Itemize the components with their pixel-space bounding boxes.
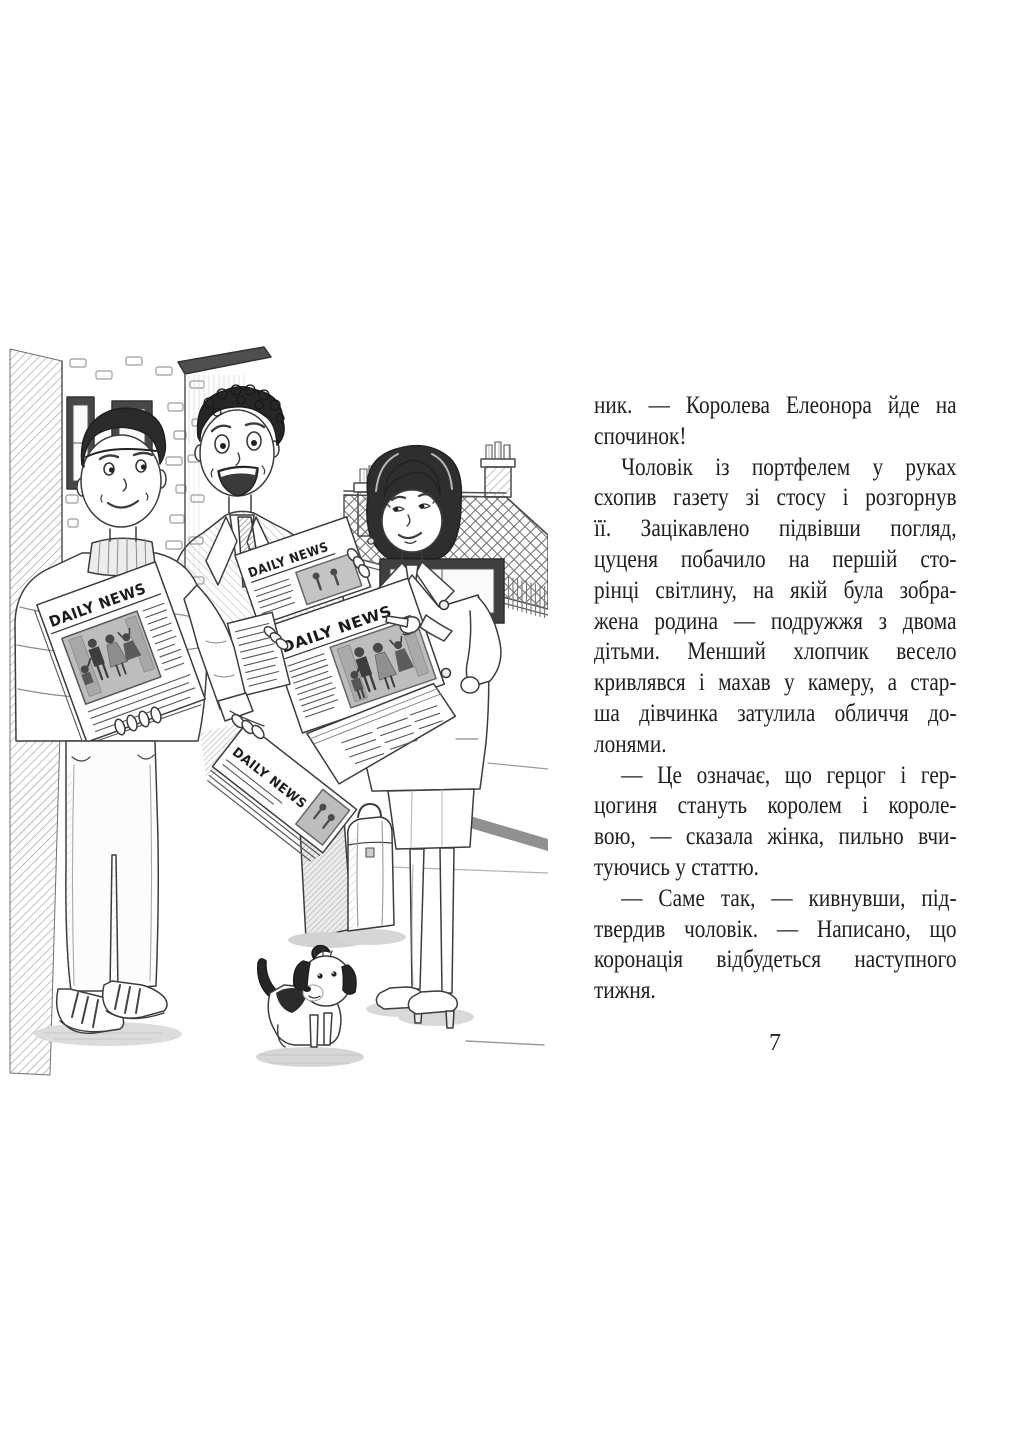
- text-line: цогиня стануть королем і короле-: [594, 792, 957, 820]
- story-text: [594, 391, 957, 1007]
- sneaker: [103, 981, 167, 1018]
- chimney-2: [481, 442, 515, 497]
- text-line: твердив чоловік. — Написано, що: [594, 915, 957, 943]
- newspaper-masthead-text: DAILY NEWS: [229, 744, 313, 815]
- text-line: ник. — Королева Елеонора йде на: [594, 392, 957, 419]
- woman-leg: [440, 848, 454, 993]
- text-line: рінці світлину, на якій була зобра-: [594, 576, 957, 604]
- text-line: — Саме так, — кивнувши, під-: [621, 884, 957, 912]
- newspaper-masthead-text: DAILY NEWS: [46, 577, 155, 632]
- text-line: — Це означає, що герцог і гер-: [621, 761, 957, 789]
- text-line: вою, — сказала жінка, пильно вчи-: [594, 823, 957, 851]
- newspaper-masthead-text: DAILY NEWS: [246, 536, 341, 582]
- text-line: коронація відбудеться наступного: [594, 946, 957, 974]
- text-line: її. Зацікавлено підвівши погляд,: [594, 515, 957, 543]
- text-line: ша дівчинка затулила обличчя до-: [594, 699, 957, 727]
- skirt: [388, 789, 474, 849]
- earring: [368, 538, 374, 544]
- text-line: лонями.: [594, 730, 667, 758]
- story-illustration: [8, 345, 548, 1080]
- newspaper-masthead-text: DAILY NEWS: [278, 604, 387, 657]
- text-line: схопив газету зі стосу і розгорнув: [594, 484, 957, 512]
- page-number: 7: [769, 1030, 781, 1056]
- text-line: Чоловік із портфелем у руках: [621, 453, 957, 481]
- text-line: кривлявся і махав у камеру, а стар-: [594, 669, 957, 697]
- text-line: тижня.: [594, 977, 656, 1005]
- text-line: спочинок!: [594, 422, 687, 450]
- text-line: дітьми. Менший хлопчик весело: [594, 638, 957, 666]
- dog-ear: [294, 961, 310, 990]
- dog-figure: [256, 946, 364, 1067]
- text-line: туючись у статтю.: [594, 853, 759, 881]
- text-line: жена родина — подружжя з двома: [594, 607, 957, 635]
- text-line: цуценя побачило на першій сто-: [594, 545, 957, 573]
- dog-ear: [342, 965, 356, 994]
